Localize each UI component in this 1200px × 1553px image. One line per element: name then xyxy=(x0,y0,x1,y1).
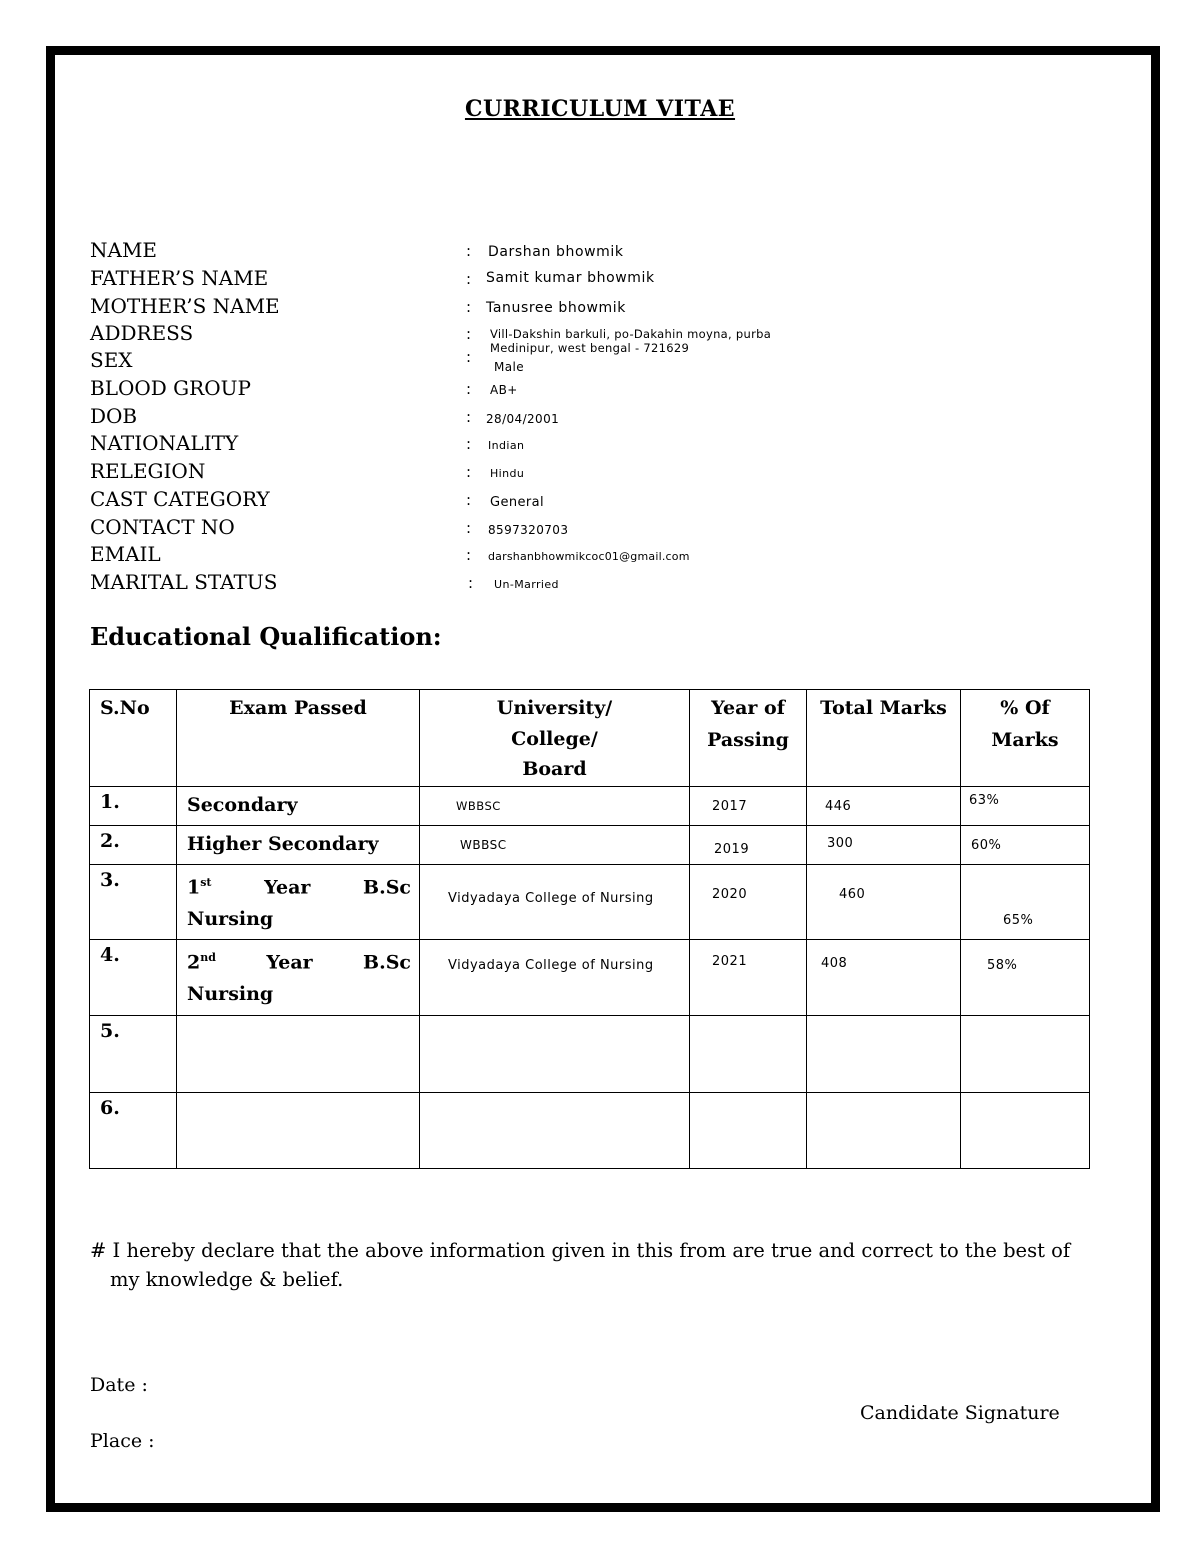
row-sno: 6. xyxy=(100,1097,120,1119)
header-university-line3: Board xyxy=(522,758,587,780)
header-year-line2: Passing xyxy=(707,729,789,751)
date-label: Date : xyxy=(90,1374,148,1396)
row-year: 2020 xyxy=(712,887,748,902)
detail-label: FATHER’S NAME xyxy=(90,266,269,290)
header-university-line2: College/ xyxy=(511,728,598,750)
row-exam: Secondary xyxy=(187,794,298,816)
row-exam-line1 xyxy=(177,940,419,1010)
detail-value: Vill-Dakshin barkuli, po-Dakahin moyna, purba Medinipur, west bengal - 721629 xyxy=(490,327,772,355)
detail-label: NATIONALITY xyxy=(90,431,239,455)
detail-value: General xyxy=(490,495,545,510)
detail-colon: : xyxy=(466,270,472,288)
detail-value: Samit kumar bhowmik xyxy=(486,270,655,286)
row-total: 460 xyxy=(839,887,866,902)
row-total: 408 xyxy=(821,956,848,971)
declaration-line1: # I hereby declare that the above information given in this from are true and correct to the best of xyxy=(90,1239,1071,1262)
detail-value: Indian xyxy=(488,439,525,452)
detail-colon: : xyxy=(466,298,472,316)
cv-title: CURRICULUM VITAE xyxy=(464,96,736,122)
table-row xyxy=(90,1016,1090,1093)
row-board: WBBSC xyxy=(456,799,501,813)
detail-label: RELEGION xyxy=(90,459,206,483)
education-heading: Educational Qualification: xyxy=(90,622,442,651)
detail-colon: : xyxy=(466,435,472,453)
header-sno: S.No xyxy=(90,690,177,787)
row-total: 300 xyxy=(827,836,854,851)
declaration-line2: my knowledge & belief. xyxy=(110,1268,344,1291)
detail-label: CAST CATEGORY xyxy=(90,487,270,511)
detail-label: ADDRESS xyxy=(90,321,194,345)
detail-label: CONTACT NO xyxy=(90,515,235,539)
row-year: 2017 xyxy=(712,799,748,814)
detail-colon: : xyxy=(466,463,472,481)
place-label: Place : xyxy=(90,1430,155,1452)
header-percent xyxy=(961,690,1090,787)
row-sno: 5. xyxy=(100,1020,120,1042)
header-percent-line1: % Of xyxy=(1000,697,1050,719)
row-exam-suffix: nd xyxy=(200,951,216,964)
row-exam: Higher Secondary xyxy=(187,833,379,855)
detail-value: Darshan bhowmik xyxy=(488,244,624,260)
table-row xyxy=(90,1093,1090,1169)
header-university xyxy=(420,690,690,787)
row-percent: 60% xyxy=(971,838,1002,853)
detail-value: Tanusree bhowmik xyxy=(486,300,626,316)
detail-row-email xyxy=(90,542,890,570)
row-sno: 2. xyxy=(100,830,120,852)
row-exam-rest: Year B.Sc Nursing xyxy=(187,876,411,931)
detail-label: BLOOD GROUP xyxy=(90,376,251,400)
row-sno: 4. xyxy=(100,944,120,966)
detail-row-marital-status xyxy=(90,570,890,598)
detail-value: Hindu xyxy=(490,467,525,480)
table-row xyxy=(90,865,1090,940)
row-percent: 63% xyxy=(969,793,1000,808)
detail-value: Un-Married xyxy=(494,578,559,591)
signature-label: Candidate Signature xyxy=(860,1402,1060,1424)
header-total: Total Marks xyxy=(807,690,961,787)
header-exam: Exam Passed xyxy=(177,690,420,787)
detail-row-dob xyxy=(90,404,890,432)
table-header-row xyxy=(90,690,1090,787)
detail-value: 28/04/2001 xyxy=(486,412,560,426)
detail-row-father xyxy=(90,266,890,294)
detail-colon: : xyxy=(466,242,472,260)
row-percent: 58% xyxy=(987,958,1018,973)
detail-row-category xyxy=(90,487,890,515)
row-exam-rest: Year B.Sc Nursing xyxy=(187,951,411,1006)
row-total: 446 xyxy=(825,799,852,814)
declaration xyxy=(90,1236,1090,1294)
detail-value: darshanbhowmikcoc01@gmail.com xyxy=(488,550,690,563)
detail-colon: : xyxy=(466,546,472,564)
detail-label: MARITAL STATUS xyxy=(90,570,278,594)
row-board: Vidyadaya College of Nursing xyxy=(448,891,654,906)
detail-colon: : xyxy=(468,574,474,592)
header-year-line1: Year of xyxy=(711,697,785,719)
row-year: 2019 xyxy=(714,842,750,857)
detail-row-mother xyxy=(90,294,890,322)
detail-colon: : xyxy=(466,491,472,509)
detail-colon: : xyxy=(466,519,472,537)
detail-row-address xyxy=(90,321,890,355)
detail-label: SEX xyxy=(90,348,133,372)
detail-label: DOB xyxy=(90,404,138,428)
header-year xyxy=(690,690,807,787)
detail-colon: : xyxy=(466,348,472,366)
detail-colon: : xyxy=(466,380,472,398)
detail-colon: : xyxy=(466,325,472,343)
detail-value: Male xyxy=(494,360,525,374)
detail-colon: : xyxy=(466,408,472,426)
header-university-line1: University/ xyxy=(496,697,613,719)
detail-label: EMAIL xyxy=(90,542,161,566)
detail-label: NAME xyxy=(90,238,158,262)
row-sno: 3. xyxy=(100,869,120,891)
detail-row-sex xyxy=(90,348,890,376)
detail-value: AB+ xyxy=(490,383,518,397)
row-board: WBBSC xyxy=(460,838,507,852)
table-row xyxy=(90,787,1090,826)
row-exam-ordinal: 2 xyxy=(187,951,201,974)
education-table xyxy=(89,689,1090,1169)
header-percent-line2: Marks xyxy=(991,729,1059,751)
detail-row-contact xyxy=(90,515,890,543)
row-year: 2021 xyxy=(712,954,748,969)
table-row xyxy=(90,826,1090,865)
detail-row-nationality xyxy=(90,431,890,459)
detail-row-religion xyxy=(90,459,890,487)
row-percent: 65% xyxy=(1003,913,1034,928)
row-exam-suffix: st xyxy=(200,876,212,889)
detail-label: MOTHER’S NAME xyxy=(90,294,280,318)
row-sno: 1. xyxy=(100,791,120,813)
detail-value: 8597320703 xyxy=(488,523,569,537)
table-row xyxy=(90,940,1090,1016)
detail-row-name xyxy=(90,238,890,266)
row-exam-line1 xyxy=(177,865,419,935)
detail-row-blood-group xyxy=(90,376,890,404)
row-exam-ordinal: 1 xyxy=(187,876,201,899)
row-board: Vidyadaya College of Nursing xyxy=(448,958,654,973)
